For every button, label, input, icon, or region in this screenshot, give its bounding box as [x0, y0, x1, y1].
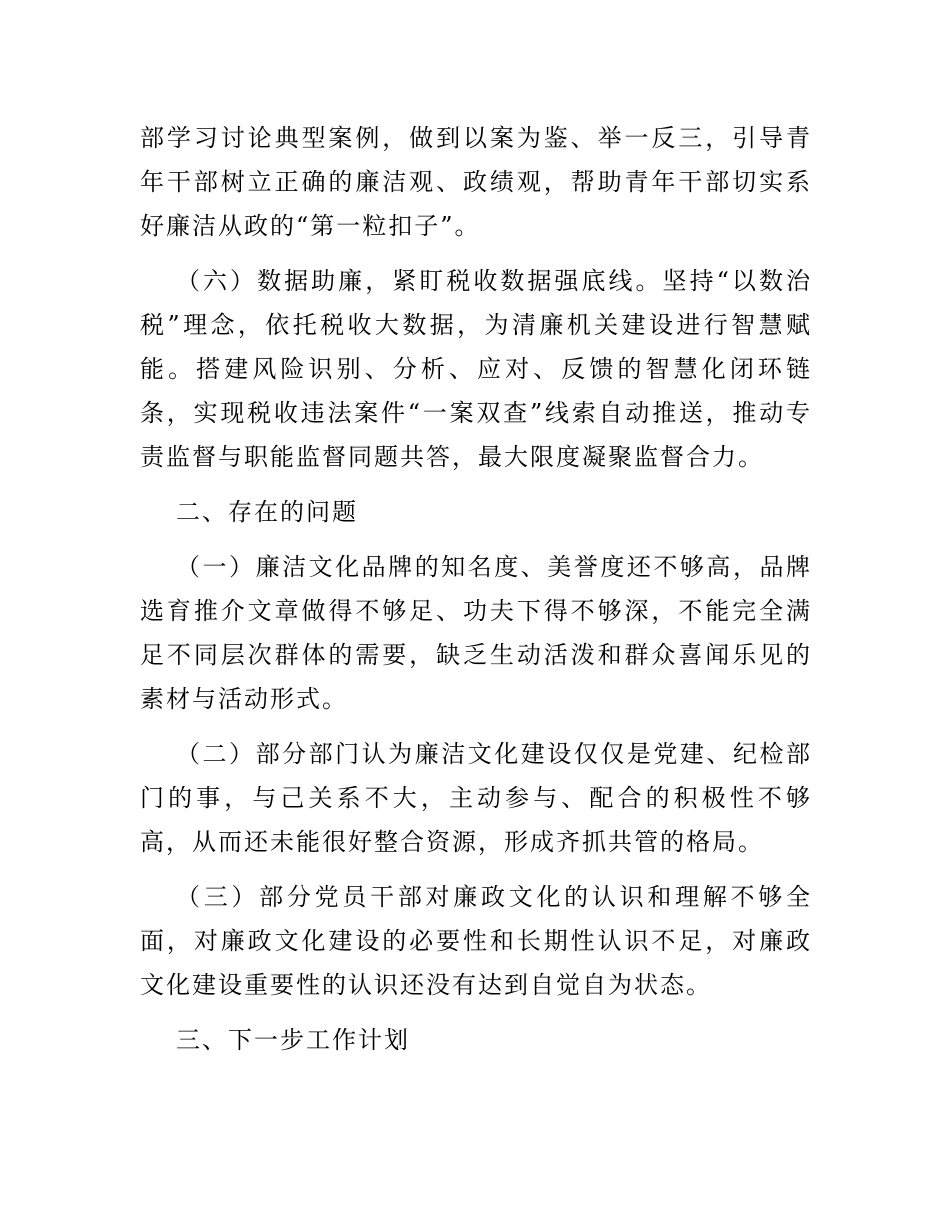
paragraph-problem-1: （一）廉洁文化品牌的知名度、美誉度还不够高，品牌选育推介文章做得不够足、功夫下得不够深，不能完全满足不同层次群体的需要，缺乏生动活泼和群众喜闻乐见的素材与活动形式。 — [140, 553, 812, 713]
paragraph-problem-2: （二）部分部门认为廉洁文化建设仅仅是党建、纪检部门的事，与己关系不大，主动参与、配合的积极性不够高，从而还未能很好整合资源，形成齐抓共管的格局。 — [140, 740, 812, 856]
paragraph-problem-3: （三）部分党员干部对廉政文化的认识和理解不够全面，对廉政文化建设的必要性和长期性认识不足，对廉政文化建设重要性的认识还没有达到自觉自为状态。 — [140, 883, 812, 999]
paragraph-continuation: 部学习讨论典型案例，做到以案为鉴、举一反三，引导青年干部树立正确的廉洁观、政绩观，帮助青年干部切实系好廉洁从政的“第一粒扣子”。 — [140, 124, 812, 240]
paragraph-data-integrity: （六）数据助廉，紧盯税收数据强底线。坚持“以数治税”理念，依托税收大数据，为清廉机关建设进行智慧赋能。搭建风险识别、分析、应对、反馈的智慧化闭环链条，实现税收违法案件“一案双查”线索自动推送，推动专责监督与职能监督同题共答，最大限度凝聚监督合力。 — [140, 267, 812, 471]
section-heading-next-steps: 三、下一步工作计划 — [176, 1026, 410, 1054]
document-page — [140, 116, 812, 1073]
section-heading-problems: 二、存在的问题 — [176, 498, 358, 526]
